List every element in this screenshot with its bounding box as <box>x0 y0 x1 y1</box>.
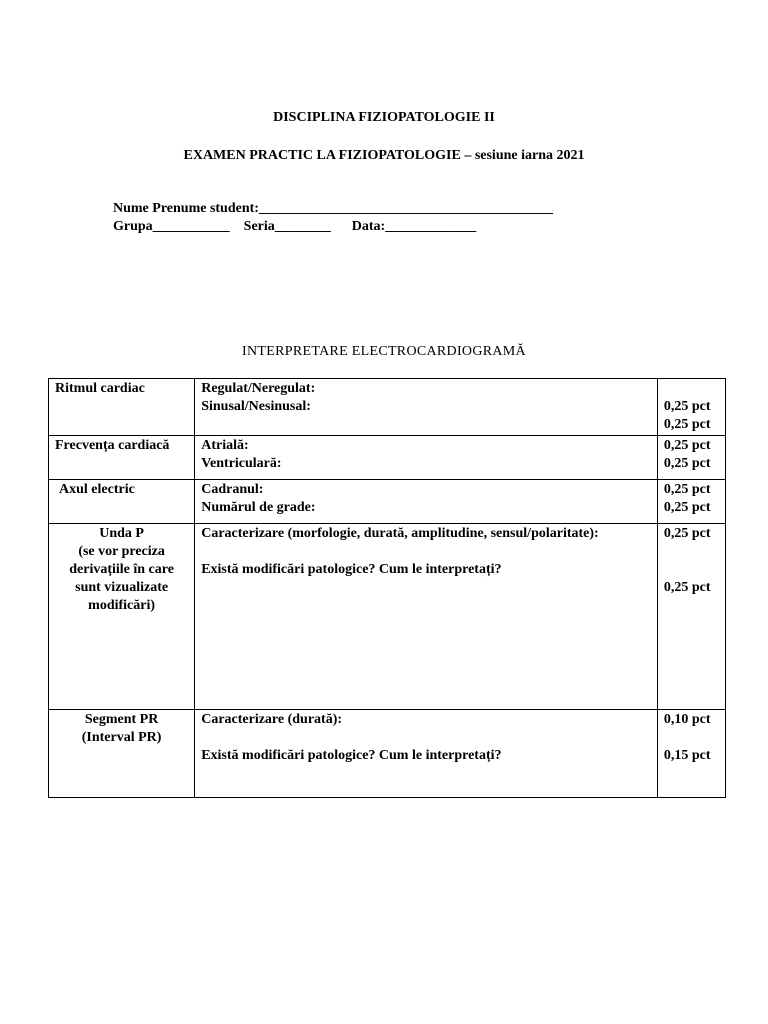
row-label-cell <box>49 379 195 436</box>
points-value: 0,10 pct <box>663 712 711 727</box>
item-quadrant: Cadranul: <box>201 482 264 497</box>
row-label-cell <box>49 710 195 798</box>
table-row-pr-segment <box>49 710 726 798</box>
points-value: 0,25 pct <box>663 526 711 541</box>
table-row-electric-axis <box>49 480 726 524</box>
item-pathologic-changes: Există modificări patologice? Cum le interpretați? <box>201 748 502 763</box>
item-regular: Regulat/Neregulat: <box>201 381 316 396</box>
points-value: 0,25 pct <box>663 500 711 515</box>
row-label: derivațiile în care <box>69 562 174 577</box>
row-points-cell <box>657 710 725 798</box>
row-items-cell[interactable] <box>195 480 658 524</box>
student-name-field[interactable]: Nume Prenume student:__________________________________________ <box>113 201 553 216</box>
points-value: 0,15 pct <box>663 748 711 763</box>
points-value: 0,25 pct <box>663 482 711 497</box>
row-label-cell <box>49 524 195 710</box>
item-characterization: Caracterizare (morfologie, durată, amplitudine, sensul/polaritate): <box>201 526 599 541</box>
points-value: 0,25 pct <box>663 417 711 432</box>
row-label-cell <box>49 480 195 524</box>
item-atrial: Atrială: <box>201 438 249 453</box>
row-items-cell[interactable] <box>195 710 658 798</box>
item-characterization: Caracterizare (durată): <box>201 712 343 727</box>
table-row-p-wave <box>49 524 726 710</box>
row-label: (se vor preciza <box>78 544 165 559</box>
exam-title: EXAMEN PRACTIC LA FIZIOPATOLOGIE – sesiune iarna 2021 <box>183 148 585 163</box>
row-points-cell <box>657 480 725 524</box>
points-value: 0,25 pct <box>663 399 711 414</box>
table-row-heart-rate <box>49 436 726 480</box>
points-value: 0,25 pct <box>663 580 711 595</box>
row-label-cell <box>49 436 195 480</box>
row-label: Unda P <box>99 526 144 541</box>
group-series-date-field[interactable]: Grupa___________ Seria________ Data:_____________ <box>113 219 477 234</box>
section-title: INTERPRETARE ELECTROCARDIOGRAMĂ <box>242 344 526 359</box>
row-label: Axul electric <box>59 482 135 497</box>
points-value: 0,25 pct <box>663 456 711 471</box>
row-label: sunt vizualizate <box>75 580 169 595</box>
row-label: Segment PR <box>84 712 159 727</box>
item-degrees: Numărul de grade: <box>201 500 316 515</box>
ecg-interpretation-table <box>48 378 726 798</box>
row-items-cell[interactable] <box>195 524 658 710</box>
points-value: 0,25 pct <box>663 438 711 453</box>
row-items-cell[interactable] <box>195 436 658 480</box>
table-row-heart-rhythm <box>49 379 726 436</box>
row-items-cell[interactable] <box>195 379 658 436</box>
row-points-cell <box>657 524 725 710</box>
row-points-cell <box>657 379 725 436</box>
row-points-cell <box>657 436 725 480</box>
row-label: Ritmul cardiac <box>55 381 145 396</box>
discipline-title: DISCIPLINA FIZIOPATOLOGIE II <box>273 110 495 125</box>
item-ventricular: Ventriculară: <box>201 456 282 471</box>
item-sinus: Sinusal/Nesinusal: <box>201 399 311 414</box>
row-label: (Interval PR) <box>81 730 162 745</box>
item-pathologic-changes: Există modificări patologice? Cum le interpretați? <box>201 562 502 577</box>
row-label: Frecvența cardiacă <box>55 438 170 453</box>
row-label: modificări) <box>88 598 156 613</box>
